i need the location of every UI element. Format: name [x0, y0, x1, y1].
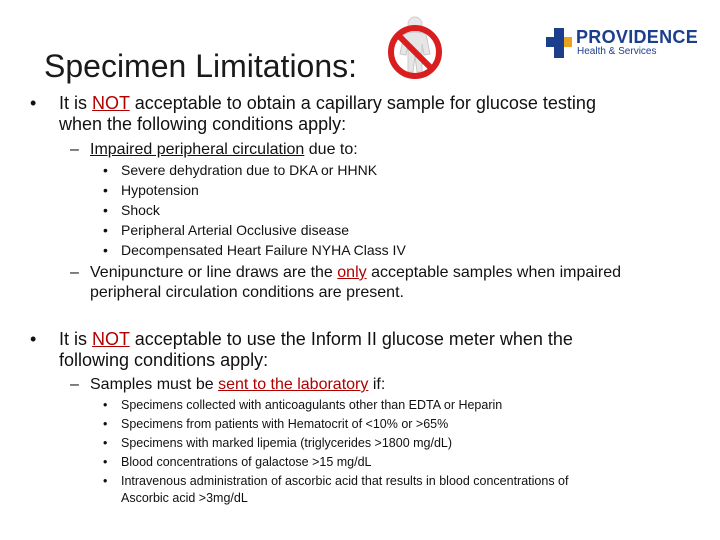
list-item: Specimens collected with anticoagulants other than EDTA or Heparin [121, 398, 503, 412]
slide-title: Specimen Limitations: [44, 48, 358, 84]
list-item: Specimens from patients with Hematocrit of <10% or >65% [121, 417, 449, 431]
text: acceptable to use the Inform II glucose meter when the [129, 329, 573, 349]
logo-subtitle: Health & Services [577, 46, 657, 57]
text: Samples must be [90, 376, 219, 393]
underlined-text: Impaired peripheral circulation [90, 141, 305, 158]
dash-marker: – [70, 141, 79, 158]
dash-marker: – [70, 264, 79, 281]
section2-intro-line1 [59, 330, 573, 349]
bullet-marker: • [103, 436, 108, 450]
text: acceptable samples when impaired [366, 264, 621, 281]
list-item: Hypotension [121, 182, 199, 198]
bullet-marker: • [103, 202, 108, 218]
bullet-marker: • [103, 242, 108, 258]
text: acceptable to obtain a capillary sample for glucose testing [129, 93, 596, 113]
section1-sub2-line2: peripheral circulation conditions are present. [90, 284, 404, 301]
logo-name: PROVIDENCE [576, 27, 699, 47]
bullet-marker: • [103, 474, 108, 488]
bullet-marker: • [103, 222, 108, 238]
bullet-marker: • [30, 93, 37, 113]
providence-logo [546, 26, 706, 62]
only-emphasis: only [337, 264, 367, 281]
list-item: Blood concentrations of galactose >15 mg/dL [121, 455, 372, 469]
list-item: Severe dehydration due to DKA or HHNK [121, 162, 378, 178]
list-item: Intravenous administration of ascorbic acid that results in blood concentrations of [121, 474, 569, 488]
text: It is [59, 93, 93, 113]
section1-sub1 [90, 141, 358, 159]
list-item: Specimens with marked lipemia (triglycerides >1800 mg/dL) [121, 436, 453, 450]
dash-marker: – [70, 376, 79, 393]
bullet-marker: • [103, 182, 108, 198]
text: if: [368, 376, 386, 393]
list-item: Peripheral Arterial Occlusive disease [121, 222, 349, 238]
section1-sub2-line1 [90, 264, 621, 282]
list-item: Shock [121, 202, 160, 218]
section2-intro-line2: following conditions apply: [59, 350, 269, 370]
not-emphasis: NOT [92, 93, 130, 113]
list-item-continuation: Ascorbic acid >3mg/dL [121, 491, 248, 505]
bullet-marker: • [30, 329, 37, 349]
prohibited-figure-icon [382, 14, 448, 82]
list-item: Decompensated Heart Failure NYHA Class IV [121, 242, 406, 258]
bullet-marker: • [103, 398, 108, 412]
bullet-marker: • [103, 162, 108, 178]
section2-sub1 [90, 376, 385, 394]
section1-intro-line1 [59, 94, 596, 113]
underlined-text: sent to the laboratory [218, 376, 369, 393]
text: due to: [304, 141, 358, 158]
section1-intro-line2: when the following conditions apply: [59, 114, 347, 134]
bullet-marker: • [103, 417, 108, 431]
text: It is [59, 329, 93, 349]
not-emphasis: NOT [92, 329, 130, 349]
text: Venipuncture or line draws are the [90, 264, 338, 281]
bullet-marker: • [103, 455, 108, 469]
cross-icon [546, 28, 572, 58]
